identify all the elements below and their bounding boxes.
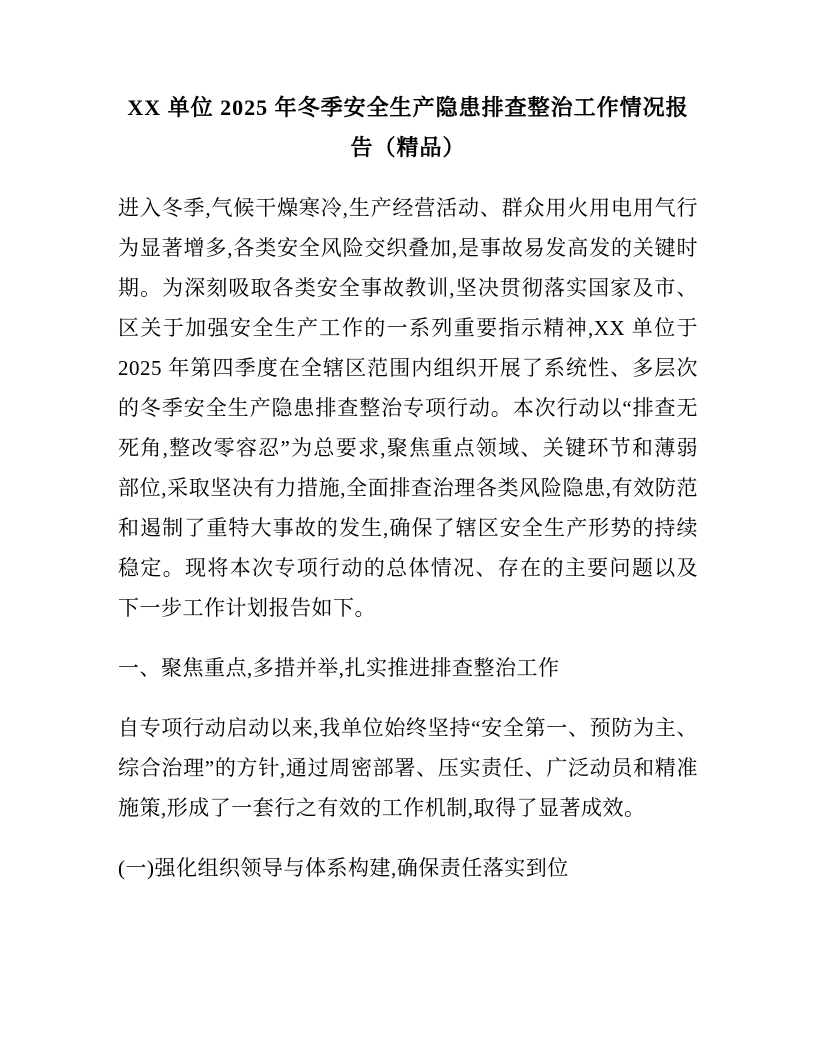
subsection-heading-1-1: (一)强化组织领导与体系构建,确保责任落实到位 <box>118 856 569 880</box>
paragraph-section-1-overview: 自专项行动启动以来,我单位始终坚持“安全第一、预防为主、综合治理”的方针,通过周密部署、压实责任、广泛动员和精准施策,形成了一套行之有效的工作机制,取得了显著成效。 <box>118 716 698 820</box>
section-heading-1: 一、聚焦重点,多措并举,扎实推进排查整治工作 <box>118 656 560 680</box>
document-title: XX 单位 2025 年冬季安全生产隐患排查整治工作情况报告（精品） <box>127 95 689 160</box>
paragraph-introduction: 进入冬季,气候干燥寒冷,生产经营活动、群众用火用电用气行为显著增多,各类安全风险交织叠加,是事故易发高发的关键时期。为深刻吸取各类安全事故教训,坚决贯彻落实国家及市、区关于加强安全生产工作的一系列重要指示精神,XX 单位于 2025 年第四季度在全辖区范围内组织开展了系统性、多层次的冬季安全生产隐患排查整治专项行动。本次行动以“排查无死角,整改零容忍”为总要求,聚焦重点领域、关键环节和薄弱部位,采取坚决有力措施,全面排查治理各类风险隐患,有效防范和遏制了重特大事故的发生,确保了辖区安全生产形势的持续稳定。现将本次专项行动的总体情况、存在的主要问题以及下一步工作计划报告如下。 <box>118 196 698 620</box>
